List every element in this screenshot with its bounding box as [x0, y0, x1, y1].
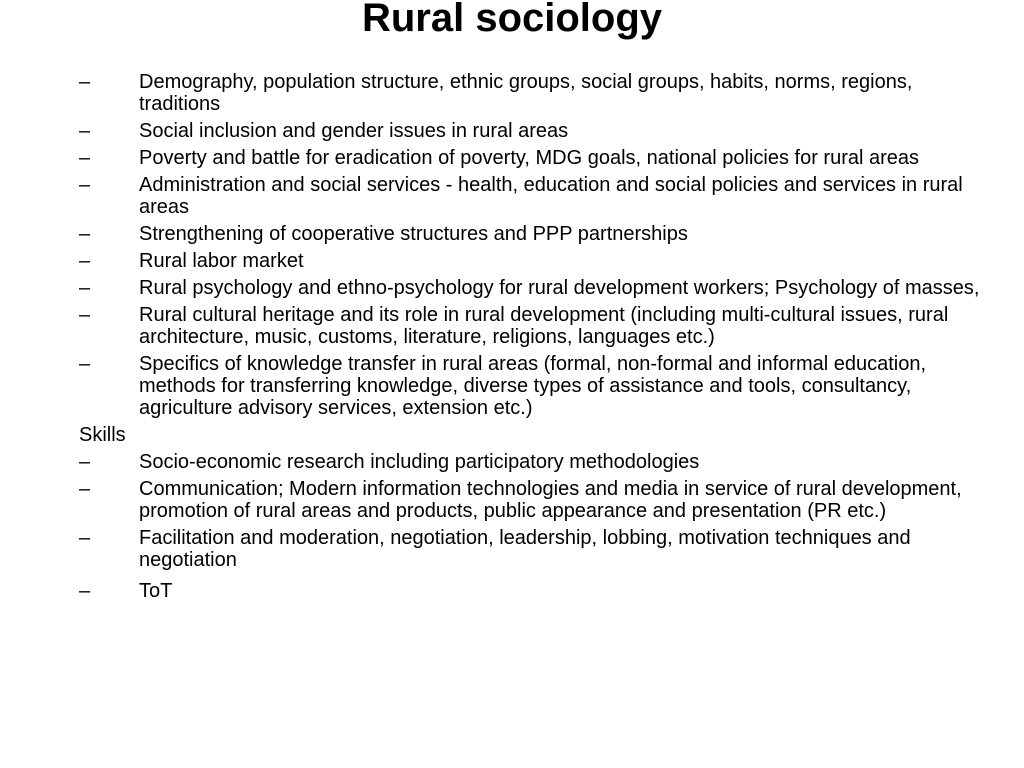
- skill-item: [79, 580, 989, 602]
- list-item-text: Poverty and battle for eradication of poverty, MDG goals, national policies for rural areas: [139, 147, 920, 169]
- list-item: [79, 304, 989, 348]
- list-item-text: Specifics of knowledge transfer in rural areas (formal, non-formal and informal education, methods for transferring knowledge, diverse types of assistance and tools, consultancy, agriculture advisory services, extension etc.): [139, 353, 927, 419]
- list-item-text: Administration and social services - health, education and social policies and services in rural areas: [139, 174, 963, 218]
- bullet-dash: –: [79, 478, 91, 500]
- bullet-dash: –: [79, 120, 91, 142]
- skill-item: [79, 527, 989, 571]
- bullet-dash: –: [79, 250, 91, 272]
- bullet-dash: –: [79, 304, 91, 326]
- skill-item-text: Facilitation and moderation, negotiation, leadership, lobbing, motivation techniques and negotiation: [139, 527, 911, 571]
- list-item: [79, 223, 989, 245]
- skills-heading: Skills: [79, 424, 126, 446]
- bullet-dash: –: [79, 147, 91, 169]
- bullet-dash: –: [79, 71, 91, 93]
- list-item: [79, 353, 989, 419]
- skill-item: [79, 478, 989, 522]
- bullet-dash: –: [79, 580, 91, 602]
- list-item-text: Demography, population structure, ethnic groups, social groups, habits, norms, regions, traditions: [139, 71, 913, 115]
- skill-item-text: Communication; Modern information technologies and media in service of rural development, promotion of rural areas and products, public appearance and presentation (PR etc.): [139, 478, 962, 522]
- list-item: [79, 71, 989, 115]
- skill-item-text: Socio-economic research including participatory methodologies: [139, 451, 700, 473]
- list-item-text: Rural psychology and ethno-psychology for rural development workers; Psychology of masses,: [139, 277, 980, 299]
- bullet-dash: –: [79, 223, 91, 245]
- list-item-text: Rural labor market: [139, 250, 304, 272]
- bullet-dash: –: [79, 451, 91, 473]
- list-item: [79, 147, 989, 169]
- slide-content: [79, 71, 989, 607]
- slide-title: Rural sociology: [361, 0, 663, 40]
- skill-item-text: ToT: [139, 580, 173, 602]
- bullet-dash: –: [79, 174, 91, 196]
- list-item: [79, 174, 989, 218]
- bullet-dash: –: [79, 353, 91, 375]
- list-item: [79, 277, 989, 299]
- list-item-text: Strengthening of cooperative structures and PPP partnerships: [139, 223, 688, 245]
- bullet-dash: –: [79, 527, 91, 549]
- bullet-dash: –: [79, 277, 91, 299]
- list-item-text: Social inclusion and gender issues in rural areas: [139, 120, 569, 142]
- list-item-text: Rural cultural heritage and its role in rural development (including multi-cultural issues, rural architecture, music, customs, literature, religions, languages etc.): [139, 304, 949, 348]
- skill-item: [79, 451, 989, 473]
- list-item: [79, 250, 989, 272]
- list-item: [79, 120, 989, 142]
